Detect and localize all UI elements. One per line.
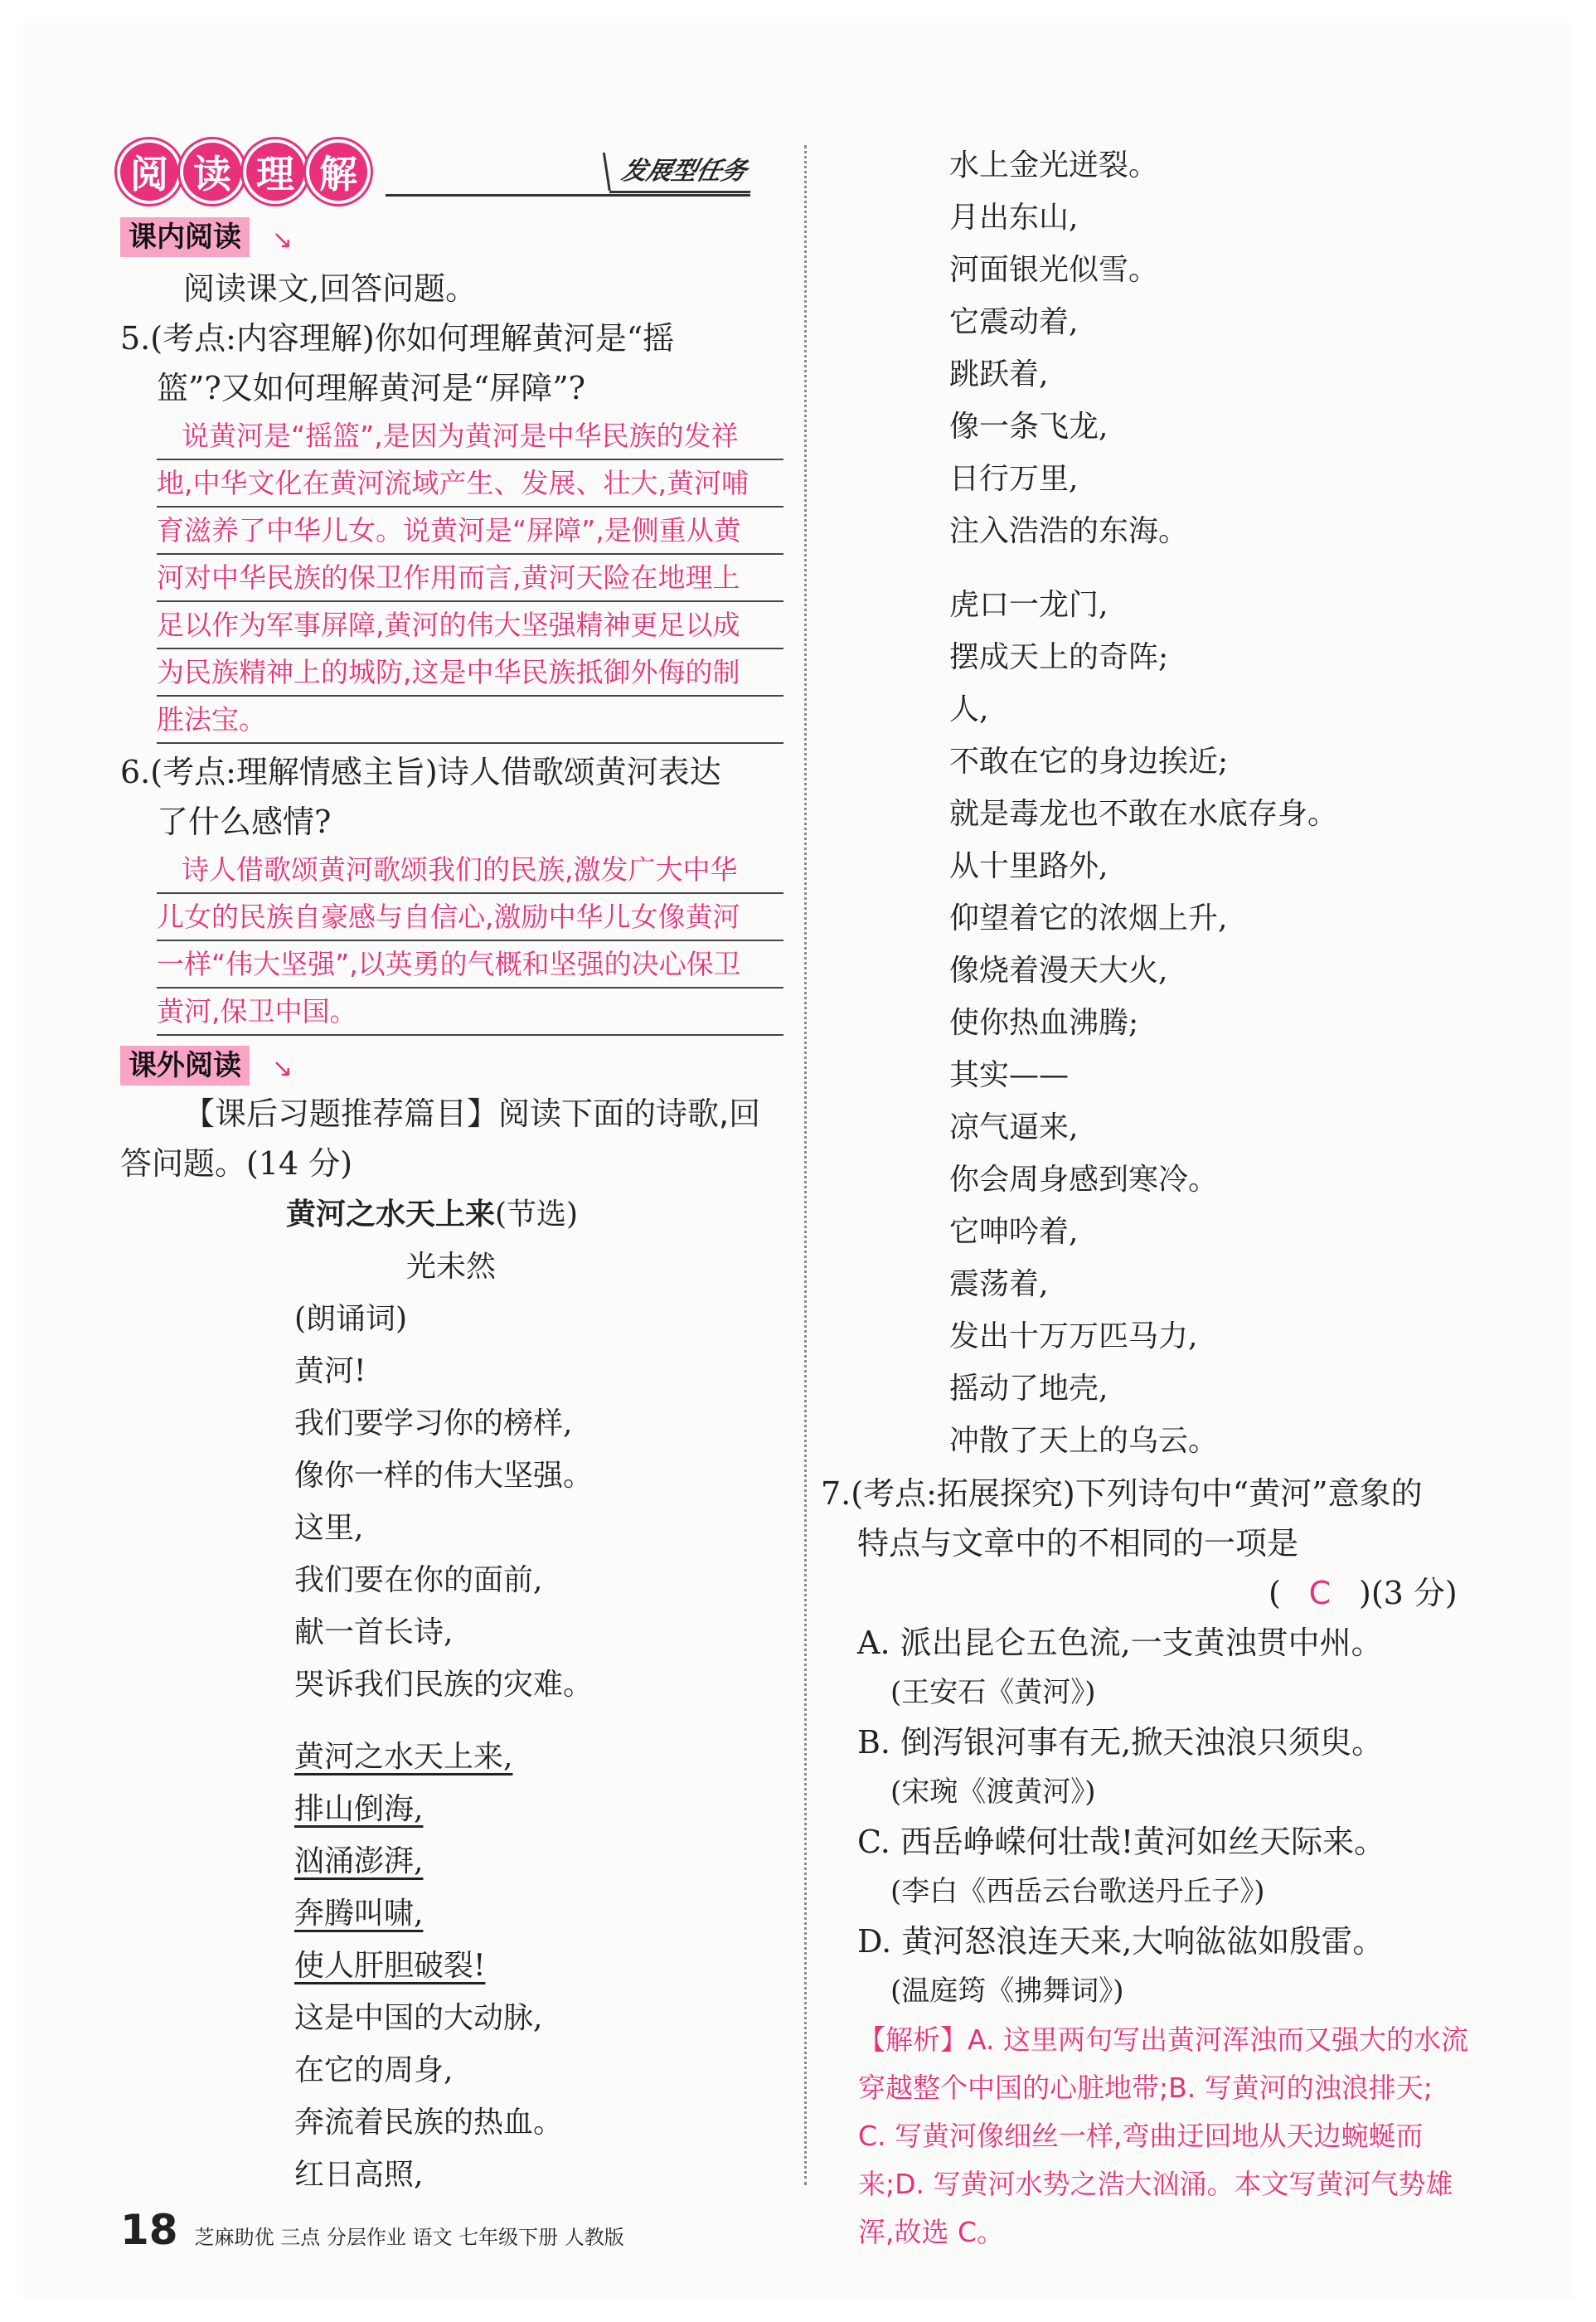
- question-7: [821, 1469, 1509, 2256]
- poem-line: 我们要在你的面前,: [294, 1563, 543, 1597]
- poem-line: 跳跃着,: [949, 357, 1049, 391]
- footer-text: 芝麻助优 三点 分层作业 语文 七年级下册 人教版: [194, 2226, 624, 2249]
- analysis: [821, 2016, 1509, 2256]
- poem-line: 人,: [949, 692, 989, 726]
- question-6: [120, 747, 783, 1036]
- poem-line: (朗诵词): [294, 1302, 408, 1336]
- page-number: 18: [120, 2206, 178, 2254]
- poem-line: 震荡着,: [949, 1267, 1049, 1301]
- section-tag-label: 课外阅读: [129, 1049, 241, 1082]
- poem-line: 就是毒龙也不敢在水底存身。: [949, 797, 1338, 831]
- analysis-line: 来;D. 写黄河水势之浩大汹涌。本文写黄河气势雄: [858, 2168, 1453, 2200]
- poem-line: 奔流着民族的热血。: [294, 2106, 564, 2140]
- poem-line: 发出十万万匹马力,: [949, 1319, 1198, 1353]
- poem-line: 使你热血沸腾;: [949, 1006, 1139, 1040]
- poem-line: 在它的周身,: [294, 2053, 454, 2087]
- instruction: 阅读课文,回答问题。: [183, 270, 478, 307]
- answer-line: 足以作为军事屏障,黄河的伟大坚强精神更足以成: [157, 602, 783, 649]
- poem-line: 这里,: [294, 1511, 364, 1545]
- poem-line: 红日高照,: [294, 2158, 424, 2192]
- option-text: A. 派出昆仑五色流,一支黄浊贯中州。: [857, 1625, 1383, 1661]
- poem-line-underlined: 使人肝胆破裂!: [294, 1949, 486, 1983]
- poem-stanza: [120, 1731, 783, 2201]
- bracket-open: (: [1269, 1575, 1281, 1611]
- answer-line: 河对中华民族的保卫作用而言,黄河天险在地理上: [157, 555, 783, 602]
- arrow-icon: ↘: [271, 1054, 293, 1083]
- section-tag-label: 课内阅读: [129, 221, 241, 254]
- option-a: [821, 1618, 1509, 1717]
- poem-line: 像烧着漫天大火,: [949, 954, 1168, 988]
- poem-stanza: [821, 579, 1509, 1467]
- answer-line: 一样“伟大坚强”,以英勇的气概和坚强的决心保卫: [157, 941, 783, 989]
- page-footer: [120, 2206, 624, 2254]
- question-line: 特点与文章中的不相同的一项是: [857, 1525, 1299, 1562]
- poem-line: 黄河!: [294, 1354, 366, 1388]
- poem-line: 这是中国的大动脉,: [294, 2001, 543, 2035]
- banner-tag: 发展型任务: [609, 153, 759, 193]
- section-tag-extracurricular: [120, 1046, 293, 1086]
- answer-block: [157, 847, 783, 1036]
- option-c: [821, 1817, 1509, 1916]
- right-column: [821, 139, 1509, 2256]
- poem-line: 冲散了天上的乌云。: [949, 1424, 1219, 1458]
- option-text: B. 倒泻银河事有无,掀天浊浪只须臾。: [857, 1724, 1384, 1761]
- answer-line: 育滋养了中华儿女。说黄河是“屏障”,是侧重从黄: [157, 508, 783, 555]
- analysis-line: 穿越整个中国的心脏地带;B. 写黄河的浊浪排天;: [858, 2072, 1433, 2104]
- poem-line: 从十里路外,: [949, 849, 1108, 883]
- poem-line: 哭诉我们民族的灾难。: [294, 1668, 594, 1702]
- question-line: 7.(考点:拓展探究)下列诗句中“黄河”意象的: [821, 1475, 1423, 1512]
- poem-line: 像你一样的伟大坚强。: [294, 1459, 594, 1493]
- poem-line: 水上金光迸裂。: [949, 148, 1159, 182]
- answer-line: 儿女的民族自豪感与自信心,激励中华儿女像黄河: [157, 894, 783, 941]
- poem-line-underlined: 汹涌澎湃,: [294, 1844, 424, 1878]
- poem-line: 其实——: [949, 1058, 1070, 1092]
- poem-author: 光未然: [406, 1250, 497, 1284]
- answer-line: 说黄河是“摇篮”,是因为黄河是中华民族的发祥: [157, 413, 783, 460]
- poem-line-underlined: 黄河之水天上来,: [294, 1740, 513, 1774]
- poem-line: 虎口一龙门,: [949, 588, 1108, 622]
- banner-char: 阅: [120, 143, 178, 201]
- option-source: (宋琬《渡黄河》): [890, 1776, 1096, 1809]
- bracket-close: )(3 分): [1359, 1575, 1458, 1611]
- answer-line: 胜法宝。: [157, 697, 783, 744]
- poem-line: 月出东山,: [949, 201, 1079, 235]
- answer-line: 黄河,保卫中国。: [157, 989, 783, 1036]
- poem-title: [120, 1188, 783, 1241]
- answer-line: 地,中华文化在黄河流域产生、发展、壮大,黄河哺: [157, 460, 783, 508]
- poem-stanza: [120, 1293, 783, 1711]
- option-text: C. 西岳峥嵘何壮哉!黄河如丝天际来。: [857, 1824, 1386, 1860]
- left-column: [120, 217, 783, 2201]
- answer-bracket: [821, 1568, 1509, 1618]
- intro-line: 答问题。(14 分): [120, 1145, 353, 1182]
- analysis-line: 【解析】A. 这里两句写出黄河浑浊而又强大的水流: [858, 2023, 1468, 2056]
- poem-line: 摇动了地壳,: [949, 1372, 1108, 1406]
- intro-line: 【课后习题推荐篇目】阅读下面的诗歌,回: [183, 1095, 761, 1132]
- banner-char: 理: [246, 143, 304, 201]
- banner-rule: [386, 194, 750, 197]
- question-5: [120, 313, 783, 744]
- answer-line: 诗人借歌颂黄河歌颂我们的民族,激发广大中华: [157, 847, 783, 894]
- poem-title-text: 黄河之水天上来: [286, 1197, 496, 1231]
- option-source: (李白《西岳云台歌送丹丘子》): [890, 1875, 1265, 1908]
- poem-line: 它震动着,: [949, 305, 1079, 339]
- poem-title-note: (节选): [495, 1197, 579, 1231]
- answer-block: [157, 413, 783, 744]
- poem-line: 献一首长诗,: [294, 1615, 454, 1649]
- column-divider: [804, 145, 807, 2185]
- banner-title: [120, 143, 367, 201]
- poem-line: 它呻吟着,: [949, 1215, 1079, 1249]
- poem-line: 注入浩浩的东海。: [949, 514, 1189, 548]
- question-line: 5.(考点:内容理解)你如何理解黄河是“摇: [120, 320, 675, 357]
- option-d: [821, 1916, 1509, 2016]
- banner-char: 读: [183, 143, 241, 201]
- section-tag-in-class: [120, 217, 293, 257]
- option-text: D. 黄河怒浪连天来,大响谹谹如殷雷。: [857, 1923, 1385, 1960]
- poem-stanza: [821, 139, 1509, 557]
- question-line: 篮”?又如何理解黄河是“屏障”?: [157, 370, 586, 406]
- poem-line: 摆成天上的奇阵;: [949, 640, 1169, 674]
- option-source: (王安石《黄河》): [890, 1676, 1096, 1709]
- poem-line: 我们要学习你的榜样,: [294, 1406, 573, 1440]
- poem-line: 像一条飞龙,: [949, 410, 1108, 444]
- arrow-icon: ↘: [271, 226, 293, 255]
- banner-char: 解: [309, 143, 367, 201]
- analysis-line: 浑,故选 C。: [858, 2216, 1005, 2248]
- poem-line: 河面银光似雪。: [949, 253, 1159, 287]
- question-line: 了什么感情?: [157, 804, 332, 840]
- poem-line: 日行万里,: [949, 462, 1079, 496]
- option-source: (温庭筠《拂舞词》): [890, 1975, 1124, 2008]
- poem-line-underlined: 奔腾叫啸,: [294, 1897, 424, 1931]
- poem-line: 凉气逼来,: [949, 1110, 1079, 1144]
- section-banner: [120, 143, 783, 209]
- question-line: 6.(考点:理解情感主旨)诗人借歌颂黄河表达: [120, 754, 721, 790]
- answer-choice: C: [1308, 1575, 1332, 1611]
- answer-line: 为民族精神上的城防,这是中华民族抵御外侮的制: [157, 649, 783, 697]
- poem-line: 不敢在它的身边挨近;: [949, 745, 1229, 779]
- poem-line-underlined: 排山倒海,: [294, 1792, 424, 1826]
- poem-line: 你会周身感到寒冷。: [949, 1163, 1219, 1197]
- poem-line: 仰望着它的浓烟上升,: [949, 901, 1228, 935]
- option-b: [821, 1717, 1509, 1817]
- analysis-line: C. 写黄河像细丝一样,弯曲迂回地从天边蜿蜒而: [858, 2120, 1424, 2152]
